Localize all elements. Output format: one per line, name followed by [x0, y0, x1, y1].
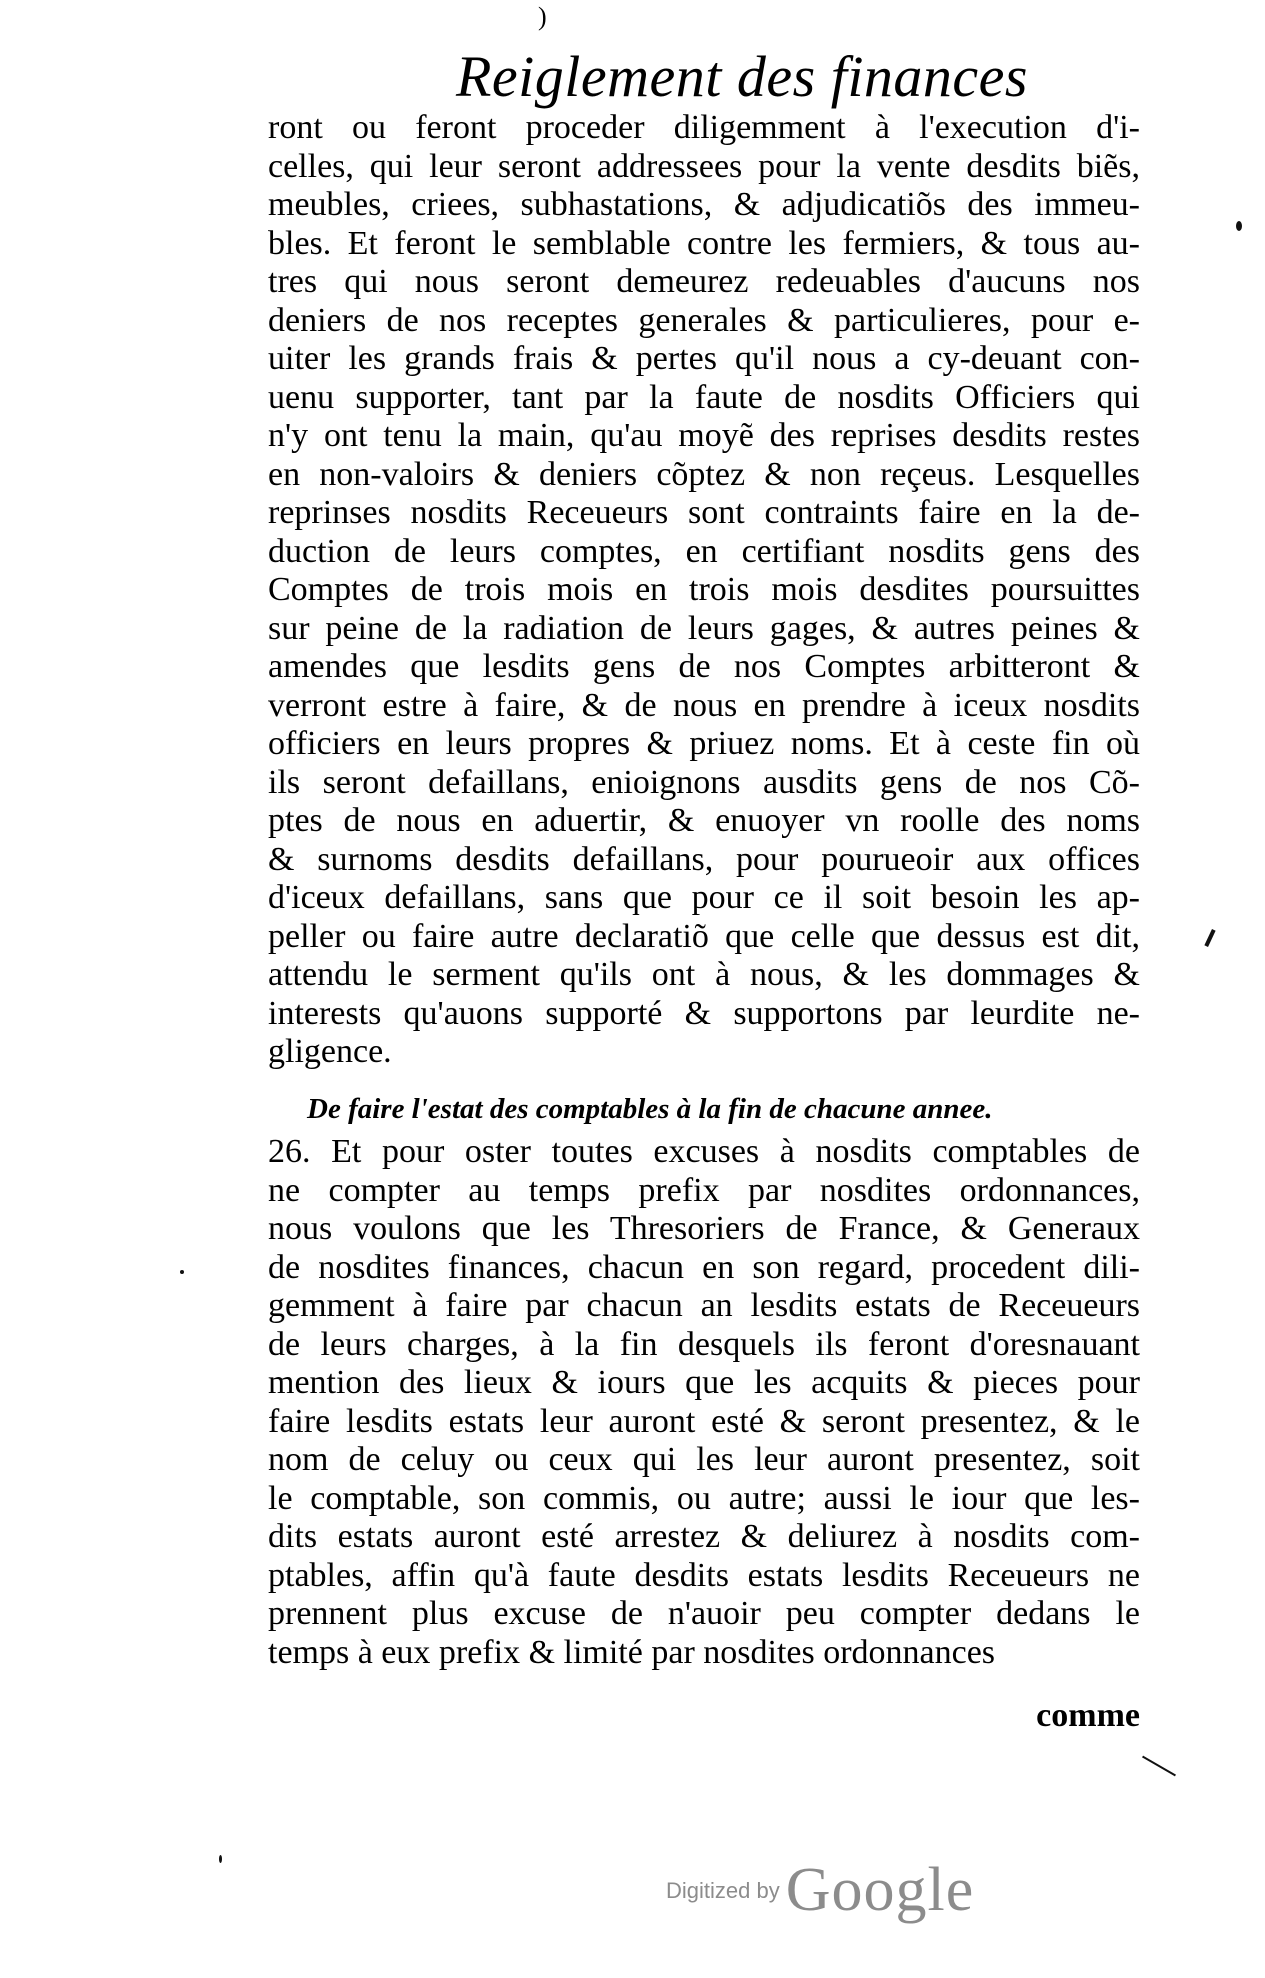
catchword: comme	[1036, 1697, 1140, 1734]
ink-speck	[180, 1270, 184, 1274]
text-line: temps à eux prefix & limité par nosdites ordonnances	[268, 1633, 996, 1671]
text-line: n'y ont tenu la main, qu'au moyẽ des reprises desdits restes	[268, 417, 1140, 454]
text-line: & surnoms desdits defaillans, pour pourueoir aux offices	[268, 840, 1140, 878]
text-line: celles, qui leur seront addressees pour la vente desdits biẽs,	[268, 147, 1140, 185]
text-line: ptes de nous en aduertir, & enuoyer vn roolle des noms	[268, 802, 1140, 839]
text-line: nom de celuy ou ceux qui les leur auront presentez, soit	[268, 1441, 1140, 1478]
running-head: Reiglement des finances	[456, 44, 1028, 109]
text-line: peller ou faire autre declaratiõ que celle que dessus est dit,	[268, 917, 1140, 955]
text-line: tres qui nous seront demeurez redeuables d'aucuns nos	[268, 263, 1140, 300]
top-mark: )	[538, 2, 547, 31]
text-line: amendes que lesdits gens de nos Comptes arbitteront &	[268, 648, 1140, 685]
ink-stroke	[1204, 929, 1215, 947]
text-line: prennent plus excuse de n'auoir peu compter dedans le	[268, 1595, 1140, 1632]
text-line: ront ou feront proceder diligemment à l'execution d'i-	[268, 109, 1140, 146]
text-line: attendu le serment qu'ils ont à nous, & les dommages &	[268, 956, 1140, 993]
text-line: duction de leurs comptes, en certifiant nosdits gens des	[268, 532, 1140, 570]
text-line: deniers de nos receptes generales & particulieres, pour e-	[268, 301, 1140, 339]
text-line: ils seront defaillans, enioignons ausdits gens de nos Cõ-	[268, 763, 1140, 801]
text-line: d'iceux defaillans, sans que pour ce il soit besoin les ap-	[268, 879, 1140, 916]
text-line: sur peine de la radiation de leurs gages, & autres peines &	[268, 609, 1140, 647]
paragraph-2	[268, 1133, 1140, 1672]
text-line: interests qu'auons supporté & supportons par leurdite ne-	[268, 994, 1140, 1032]
ink-speck	[219, 1855, 222, 1863]
text-line: de nosdites finances, chacun en son regard, procedent dili-	[268, 1248, 1140, 1286]
text-line: dits estats auront esté arrestez & deliurez à nosdits com-	[268, 1518, 1140, 1555]
text-line: reprinses nosdits Receueurs sont contraints faire en la de-	[268, 494, 1140, 531]
text-line: gemment à faire par chacun an lesdits estats de Receueurs	[268, 1287, 1140, 1324]
text-line: nous voulons que les Thresoriers de France, & Generaux	[268, 1210, 1140, 1247]
text-line: faire lesdits estats leur auront esté & seront presentez, & le	[268, 1402, 1140, 1440]
digitized-by-label: Digitized by	[666, 1877, 780, 1903]
text-line: ne compter au temps prefix par nosdites ordonnances,	[268, 1171, 1140, 1209]
text-line: mention des lieux & iours que les acquits & pieces pour	[268, 1364, 1140, 1401]
text-line: de leurs charges, à la fin desquels ils feront d'oresnauant	[268, 1325, 1140, 1363]
text-line: uiter les grands frais & pertes qu'il nous a cy-deuant con-	[268, 340, 1140, 377]
text-line: en non-valoirs & deniers cõptez & non reçeus. Lesquelles	[268, 455, 1140, 493]
text-line: uenu supporter, tant par la faute de nosdits Officiers qui	[268, 378, 1140, 416]
google-logo: Google	[785, 1856, 975, 1924]
text-line: bles. Et feront le semblable contre les fermiers, & tous au-	[268, 224, 1140, 262]
text-line: officiers en leurs propres & priuez noms. Et à ceste fin où	[268, 725, 1140, 762]
ink-stroke	[1142, 1756, 1176, 1777]
text-line: ptables, affin qu'à faute desdits estats lesdits Receueurs ne	[268, 1556, 1140, 1594]
ink-speck	[1236, 221, 1242, 231]
text-line: gligence.	[268, 1033, 392, 1070]
text-line: le comptable, son commis, ou autre; aussi le iour que les-	[268, 1479, 1140, 1517]
text-line: Comptes de trois mois en trois mois desdites poursuittes	[268, 571, 1140, 608]
google-watermark	[666, 1855, 974, 1926]
text-line: 26. Et pour oster toutes excuses à nosdits comptables de	[268, 1133, 1140, 1170]
section-heading: De faire l'estat des comptables à la fin de chacune annee.	[307, 1093, 993, 1125]
text-line: verront estre à faire, & de nous en prendre à iceux nosdits	[268, 686, 1140, 724]
text-line: meubles, criees, subhastations, & adjudicatiõs des immeu-	[268, 186, 1140, 223]
paragraph-1	[268, 109, 1140, 1072]
